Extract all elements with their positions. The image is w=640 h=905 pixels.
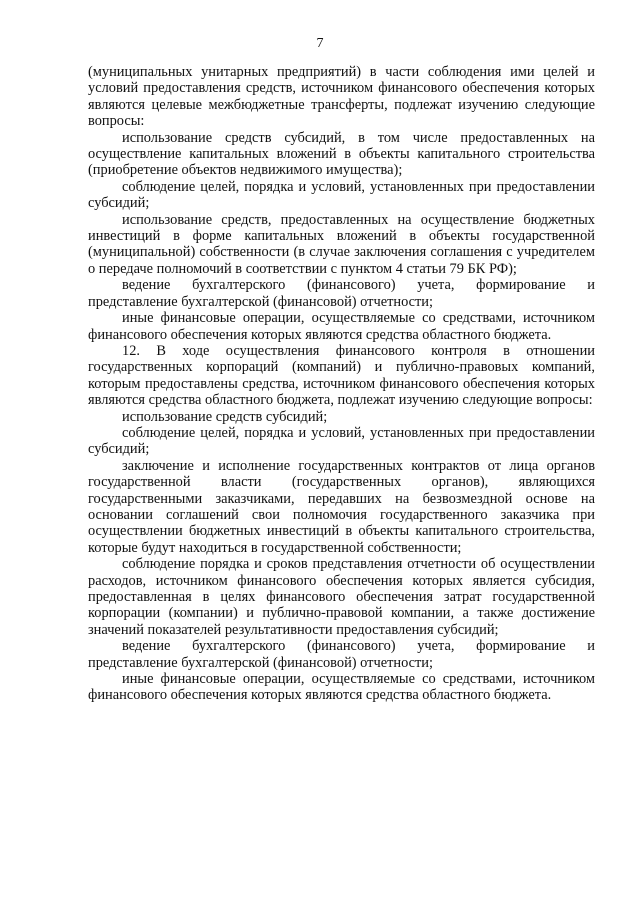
paragraph: ведение бухгалтерского (финансового) учета, формирование и представление бухгалтерской (финансовой) отчетности; [88, 277, 595, 310]
section-paragraph: 12. В ходе осуществления финансового контроля в отношении государственных корпораций (компаний) и публично-правовых компаний, которым предоставлены средства, источником финансового обеспечения которых являются средства областного бюджета, подлежат изучению следующие вопросы: [88, 342, 595, 409]
paragraph: соблюдение целей, порядка и условий, установленных при предоставлении субсидий; [88, 178, 595, 212]
paragraph: иные финансовые операции, осуществляемые со средствами, источником финансового обеспечения которых являются средства областного бюджета. [88, 671, 595, 704]
paragraph: иные финансовые операции, осуществляемые со средствами, источником финансового обеспечения которых являются средства областного бюджета. [88, 310, 595, 343]
paragraph: использование средств субсидий; [122, 408, 328, 425]
paragraph: использование средств, предоставленных на осуществление бюджетных инвестиций в форме капитальных вложений в объекты государственной (муниципальной) собственности (в случае заключения соглашения с учредителем о передаче полномочий в соответствии с пунктом 4 статьи 79 БК РФ); [88, 211, 595, 277]
paragraph: ведение бухгалтерского (финансового) учета, формирование и представление бухгалтерской (финансовой) отчетности; [88, 638, 595, 671]
paragraph: соблюдение порядка и сроков представления отчетности об осуществлении расходов, источником финансового обеспечения которых является субсидия, предоставленная в целях финансового обеспечения затрат государственной корпорации (компании) и публично-правовой компании, а также достижение значений показателей результативности предоставления субсидий; [88, 556, 595, 638]
paragraph: соблюдение целей, порядка и условий, установленных при предоставлении субсидий; [88, 424, 595, 458]
page-number: 7 [316, 36, 324, 51]
document-body [88, 64, 595, 704]
paragraph: заключение и исполнение государственных контрактов от лица органов государственной власти (государственных органов), являющихся государственными заказчиками, передавших на безвозмездной основе на основании соглашений свои полномочия государственного заказчика при осуществлении бюджетных инвестиций в объекты капитального строительства, которые будут находиться в государственной собственности; [88, 457, 595, 556]
paragraph: (муниципальных унитарных предприятий) в части соблюдения ими целей и условий предоставления средств, источником финансового обеспечения которых являются целевые межбюджетные трансферты, подлежат изучению следующие вопросы: [88, 64, 595, 130]
paragraph: использование средств субсидий, в том числе предоставленных на осуществление капитальных вложений в объекты капитального строительства (приобретение объектов недвижимого имущества); [88, 129, 595, 179]
